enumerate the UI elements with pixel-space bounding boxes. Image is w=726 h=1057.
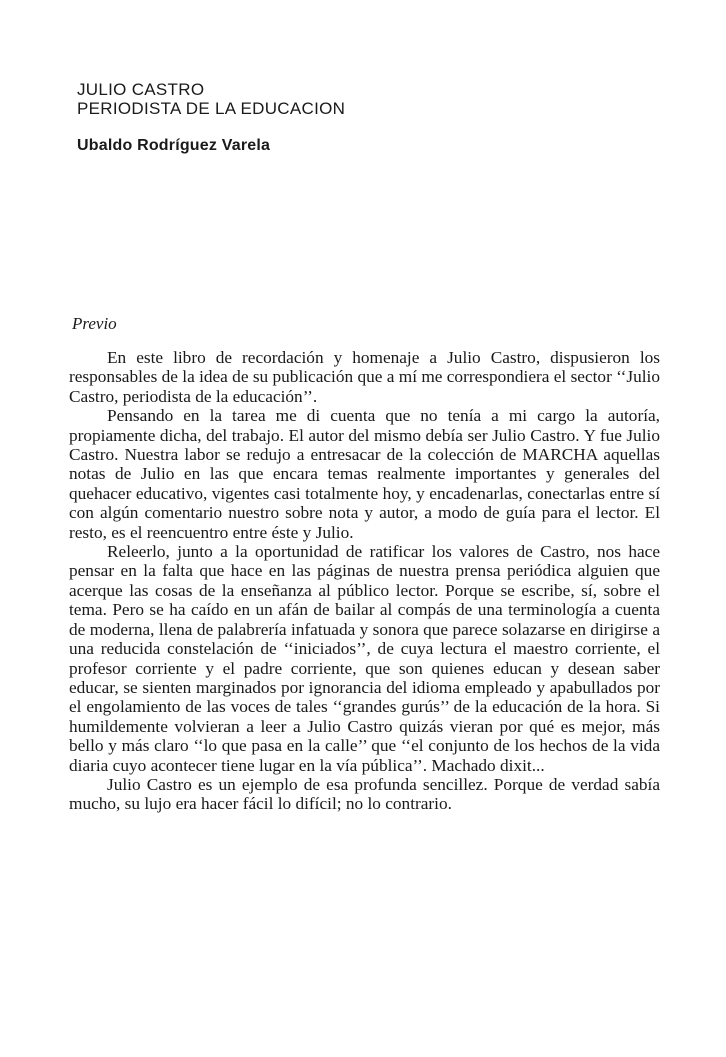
paragraph-4: Julio Castro es un ejemplo de esa profunda sencillez. Porque de verdad sabía mucho, su lujo era hacer fácil lo difícil; no lo contrario. (69, 774, 660, 814)
article-title (77, 80, 345, 118)
title-line-2: PERIODISTA DE LA EDUCACION (77, 99, 346, 118)
article-body (69, 348, 660, 814)
paragraph-3: Releerlo, junto a la oportunidad de ratificar los valores de Castro, nos hace pensar en la falta que hace en las páginas de nuestra prensa periódica alguien que acerque las cosas de la enseñanza al público lector. Porque se escribe, sí, sobre el tema. Pero se ha caído en un afán de bailar al compás de una terminología a cuenta de moderna, llena de palabrería infatuada y sonora que parece solazarse en dirigirse a una reducida constelación de ‘‘iniciados’’, de cuya lectura el maestro corriente, el profesor corriente y el padre corriente, que son quienes educan y desean saber educar, se sienten marginados por ignorancia del idioma empleado y apabullados por el engolamiento de las voces de tales ‘‘grandes gurús’’ de la educación de la hora. Si humildemente volvieran a leer a Julio Castro quizás vieran por qué es mejor, más bello y más claro ‘‘lo que pasa en la calle’’ que ‘‘el conjunto de los hechos de la vida diaria cuyo acontecer tiene lugar en la vía pública’’. Machado dixit... (69, 542, 660, 775)
paragraph-1: En este libro de recordación y homenaje a Julio Castro, dispusieron los responsables de la idea de su publicación que a mí me correspondiera el sector ‘‘Julio Castro, periodista de la educación’’. (69, 348, 660, 406)
title-line-1: JULIO CASTRO (77, 80, 205, 99)
section-heading: Previo (72, 314, 117, 333)
paragraph-2: Pensando en la tarea me di cuenta que no tenía a mi cargo la autoría, propiamente dicha, del trabajo. El autor del mismo debía ser Julio Castro. Y fue Julio Castro. Nuestra labor se redujo a entresacar de la colección de MARCHA aquellas notas de Julio en las que encara temas realmente importantes y generales del quehacer educativo, vigentes casi totalmente hoy, y encadenarlas, conectarlas entre sí con algún comentario nuestro sobre nota y autor, a modo de guía para el lector. El resto, es el reencuentro entre éste y Julio. (69, 406, 660, 542)
author-name: Ubaldo Rodríguez Varela (77, 137, 271, 154)
